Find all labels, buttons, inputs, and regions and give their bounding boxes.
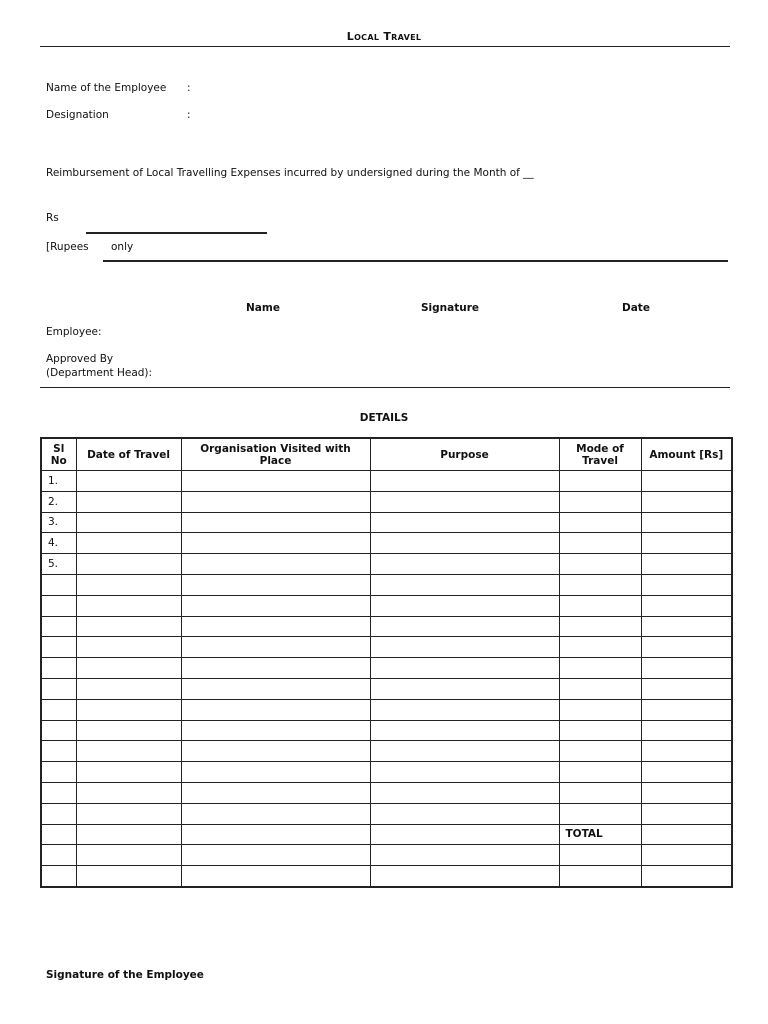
row-number-cell [41, 741, 76, 762]
mode-cell[interactable] [559, 637, 641, 658]
rupees-label: [Rupees [46, 241, 89, 253]
table-row [41, 471, 732, 492]
table-row [41, 616, 732, 637]
date-cell[interactable] [76, 782, 181, 803]
rupees-words-line[interactable] [103, 260, 728, 262]
date-cell[interactable] [76, 595, 181, 616]
date-cell[interactable] [76, 491, 181, 512]
purpose-cell[interactable] [370, 678, 559, 699]
row-number-cell [41, 720, 76, 741]
organisation-cell[interactable] [181, 658, 370, 679]
amount-cell[interactable] [641, 866, 732, 887]
organisation-cell[interactable] [181, 471, 370, 492]
date-cell[interactable] [76, 824, 181, 845]
amount-cell[interactable] [641, 782, 732, 803]
reimbursement-text: Reimbursement of Local Travelling Expenses incurred by undersigned during the Month of __ [46, 167, 534, 179]
table-row [41, 720, 732, 741]
date-cell[interactable] [76, 699, 181, 720]
only-label: only [111, 241, 134, 253]
mode-cell[interactable] [559, 803, 641, 824]
signoff-header-signature: Signature [421, 302, 480, 314]
organisation-cell[interactable] [181, 720, 370, 741]
date-cell[interactable] [76, 762, 181, 783]
row-number-cell [41, 658, 76, 679]
organisation-cell[interactable] [181, 533, 370, 554]
amount-cell[interactable] [641, 533, 732, 554]
purpose-cell[interactable] [370, 699, 559, 720]
row-number-cell [41, 782, 76, 803]
rs-label: Rs [46, 212, 59, 224]
mode-cell[interactable] [559, 741, 641, 762]
row-number-cell [41, 678, 76, 699]
organisation-cell[interactable] [181, 782, 370, 803]
table-row [41, 678, 732, 699]
mode-cell[interactable] [559, 699, 641, 720]
table-row [41, 533, 732, 554]
organisation-cell[interactable] [181, 699, 370, 720]
table-row [41, 866, 732, 887]
row-number-cell: 3. [41, 512, 76, 533]
purpose-cell[interactable] [370, 658, 559, 679]
organisation-cell[interactable] [181, 574, 370, 595]
mode-cell[interactable] [559, 616, 641, 637]
organisation-cell[interactable] [181, 845, 370, 866]
table-row [41, 762, 732, 783]
mode-cell[interactable] [559, 554, 641, 575]
date-cell[interactable] [76, 574, 181, 595]
date-cell[interactable] [76, 658, 181, 679]
amount-cell[interactable] [641, 512, 732, 533]
row-number-cell [41, 845, 76, 866]
organisation-cell[interactable] [181, 762, 370, 783]
row-number-cell [41, 595, 76, 616]
organisation-cell[interactable] [181, 678, 370, 699]
mode-cell[interactable] [559, 720, 641, 741]
mode-cell[interactable] [559, 782, 641, 803]
purpose-cell[interactable] [370, 595, 559, 616]
purpose-cell[interactable] [370, 554, 559, 575]
amount-cell[interactable] [641, 637, 732, 658]
mode-cell[interactable] [559, 491, 641, 512]
mode-cell[interactable] [559, 658, 641, 679]
designation-label: Designation [46, 109, 109, 121]
table-row [41, 699, 732, 720]
row-number-cell: 4. [41, 533, 76, 554]
amount-cell[interactable] [641, 574, 732, 595]
table-row [41, 512, 732, 533]
page-title: Local Travel [346, 30, 422, 43]
amount-cell[interactable] [641, 554, 732, 575]
signoff-header-name: Name [246, 302, 280, 314]
amount-cell[interactable] [641, 678, 732, 699]
date-cell[interactable] [76, 554, 181, 575]
purpose-cell[interactable] [370, 574, 559, 595]
row-number-cell [41, 699, 76, 720]
purpose-cell[interactable] [370, 512, 559, 533]
row-number-cell [41, 637, 76, 658]
date-cell[interactable] [76, 741, 181, 762]
organisation-cell[interactable] [181, 512, 370, 533]
date-cell[interactable] [76, 720, 181, 741]
column-header-amount: Amount [Rs] [641, 438, 732, 471]
details-table [40, 437, 733, 888]
amount-cell[interactable] [641, 720, 732, 741]
employee-name-colon: : [187, 82, 191, 94]
table-row [41, 782, 732, 803]
purpose-cell[interactable] [370, 637, 559, 658]
mode-cell[interactable] [559, 512, 641, 533]
title-divider [40, 46, 730, 47]
amount-cell[interactable] [641, 803, 732, 824]
date-cell[interactable] [76, 471, 181, 492]
amount-cell[interactable] [641, 471, 732, 492]
organisation-cell[interactable] [181, 491, 370, 512]
mode-cell[interactable] [559, 866, 641, 887]
row-number-cell: 5. [41, 554, 76, 575]
row-number-cell [41, 574, 76, 595]
organisation-cell[interactable] [181, 803, 370, 824]
date-cell[interactable] [76, 637, 181, 658]
department-head-label: (Department Head): [46, 367, 153, 379]
employee-name-label: Name of the Employee [46, 82, 167, 94]
signoff-header-date: Date [622, 302, 650, 314]
approved-by-label: Approved By [46, 353, 114, 365]
purpose-cell[interactable] [370, 491, 559, 512]
table-row [41, 554, 732, 575]
table-row [41, 845, 732, 866]
amount-cell[interactable] [641, 741, 732, 762]
column-header-organisation: Organisation Visited with Place [181, 438, 370, 471]
purpose-cell[interactable] [370, 616, 559, 637]
organisation-cell[interactable] [181, 595, 370, 616]
table-row [41, 637, 732, 658]
table-row [41, 803, 732, 824]
amount-cell[interactable] [641, 616, 732, 637]
column-header-mode: Mode of Travel [559, 438, 641, 471]
total-amount-cell[interactable] [641, 824, 732, 845]
purpose-cell[interactable] [370, 803, 559, 824]
table-row [41, 595, 732, 616]
organisation-cell[interactable] [181, 637, 370, 658]
purpose-cell[interactable] [370, 762, 559, 783]
date-cell[interactable] [76, 866, 181, 887]
table-header-row [41, 438, 732, 471]
row-number-cell [41, 762, 76, 783]
date-cell[interactable] [76, 803, 181, 824]
organisation-cell[interactable] [181, 741, 370, 762]
organisation-cell[interactable] [181, 554, 370, 575]
date-cell[interactable] [76, 512, 181, 533]
footer-signature-label: Signature of the Employee [46, 969, 204, 981]
row-number-cell: 1. [41, 471, 76, 492]
purpose-cell[interactable] [370, 533, 559, 554]
section-divider [40, 387, 730, 388]
date-cell[interactable] [76, 845, 181, 866]
column-header-purpose: Purpose [370, 438, 559, 471]
mode-cell[interactable] [559, 574, 641, 595]
organisation-cell[interactable] [181, 866, 370, 887]
purpose-cell[interactable] [370, 741, 559, 762]
purpose-cell[interactable] [370, 824, 559, 845]
column-header-date: Date of Travel [76, 438, 181, 471]
column-header-sl-no: Sl No [41, 438, 76, 471]
amount-cell[interactable] [641, 595, 732, 616]
purpose-cell[interactable] [370, 720, 559, 741]
purpose-cell[interactable] [370, 782, 559, 803]
purpose-cell[interactable] [370, 866, 559, 887]
organisation-cell[interactable] [181, 616, 370, 637]
row-number-cell [41, 803, 76, 824]
amount-cell[interactable] [641, 658, 732, 679]
mode-cell[interactable] [559, 533, 641, 554]
table-row [41, 574, 732, 595]
rs-amount-line[interactable] [86, 232, 267, 234]
mode-cell[interactable] [559, 845, 641, 866]
purpose-cell[interactable] [370, 845, 559, 866]
amount-cell[interactable] [641, 762, 732, 783]
table-row [41, 658, 732, 679]
organisation-cell[interactable] [181, 824, 370, 845]
employee-label: Employee: [46, 326, 102, 338]
amount-cell[interactable] [641, 699, 732, 720]
mode-cell[interactable] [559, 595, 641, 616]
table-row [41, 824, 732, 845]
mode-cell[interactable] [559, 678, 641, 699]
row-number-cell [41, 824, 76, 845]
mode-cell[interactable] [559, 762, 641, 783]
row-number-cell [41, 866, 76, 887]
date-cell[interactable] [76, 533, 181, 554]
row-number-cell [41, 616, 76, 637]
details-heading: DETAILS [359, 412, 409, 424]
amount-cell[interactable] [641, 491, 732, 512]
purpose-cell[interactable] [370, 471, 559, 492]
date-cell[interactable] [76, 678, 181, 699]
table-row [41, 741, 732, 762]
designation-colon: : [187, 109, 191, 121]
row-number-cell: 2. [41, 491, 76, 512]
date-cell[interactable] [76, 616, 181, 637]
mode-cell[interactable] [559, 471, 641, 492]
amount-cell[interactable] [641, 845, 732, 866]
total-label-cell: TOTAL [559, 824, 641, 845]
table-row [41, 491, 732, 512]
